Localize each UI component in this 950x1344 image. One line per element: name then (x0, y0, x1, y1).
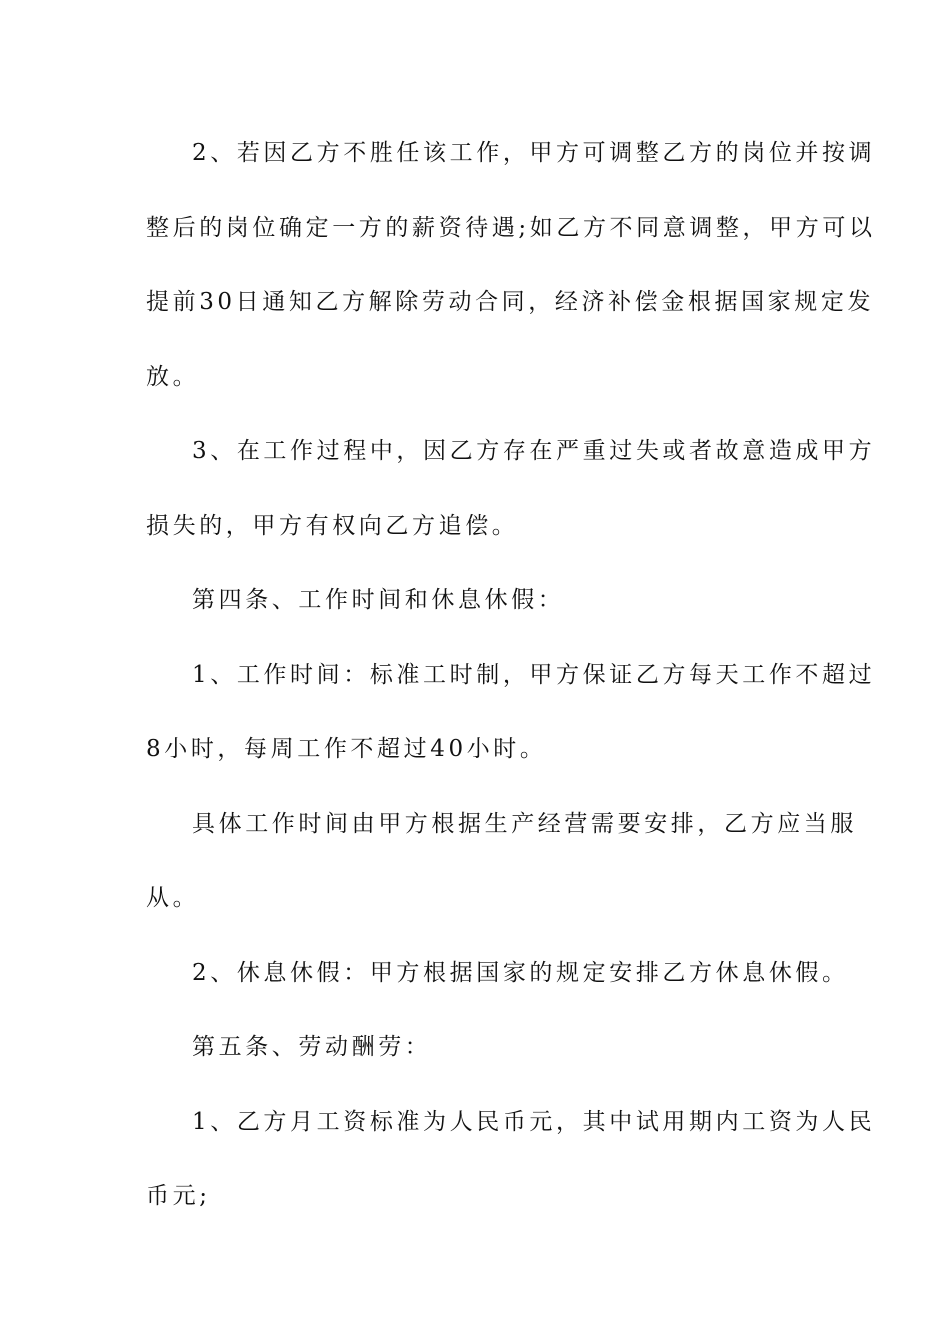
paragraph-line: 放。 (146, 363, 200, 390)
section-heading: 第四条、工作时间和休息休假： (192, 587, 565, 613)
paragraph-line: 提前30日通知乙方解除劳动合同，经济补偿金根据国家规定发 (146, 289, 875, 315)
paragraph-line: 从。 (146, 885, 200, 911)
paragraph-line: 币元; (146, 1183, 211, 1209)
paragraph-line: 损失的，甲方有权向乙方追偿。 (146, 512, 519, 539)
document-body (146, 131, 876, 1249)
paragraph-line: 1、工作时间：标准工时制，甲方保证乙方每天工作不超过 (192, 661, 876, 688)
paragraph-line: 2、休息休假：甲方根据国家的规定安排乙方休息休假。 (192, 959, 849, 986)
paragraph-line: 2、若因乙方不胜任该工作，甲方可调整乙方的岗位并按调 (192, 140, 876, 166)
paragraph-line: 1、乙方月工资标准为人民币元，其中试用期内工资为人民 (192, 1108, 876, 1135)
paragraph-line: 8小时，每周工作不超过40小时。 (146, 736, 547, 762)
paragraph-line: 3、在工作过程中，因乙方存在严重过失或者故意造成甲方 (192, 438, 876, 464)
paragraph-line: 整后的岗位确定一方的薪资待遇;如乙方不同意调整，甲方可以 (146, 214, 876, 241)
paragraph-line: 具体工作时间由甲方根据生产经营需要安排，乙方应当服 (192, 810, 857, 837)
section-heading: 第五条、劳动酬劳： (192, 1034, 432, 1060)
